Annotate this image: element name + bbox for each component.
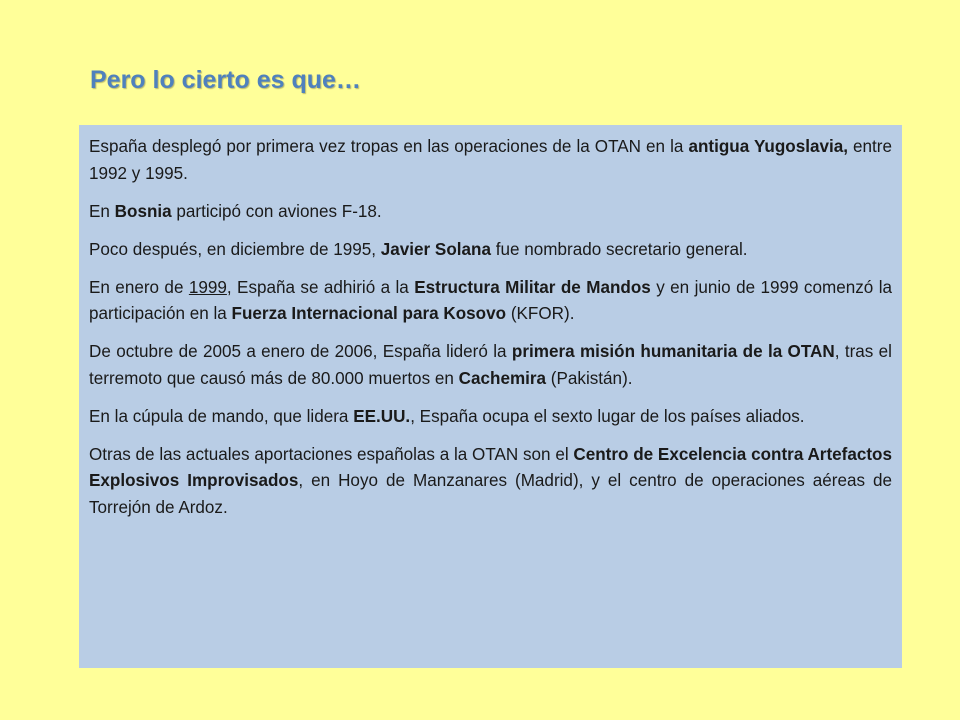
slide-title: Pero lo cierto es que…: [90, 66, 361, 94]
paragraph-cachemira: [89, 339, 892, 392]
text-span: entre 1992 y 1995.: [89, 137, 892, 183]
paragraph-yugoslavia: [89, 134, 892, 187]
text-span: (KFOR).: [506, 304, 575, 323]
text-span: Poco después, en diciembre de 1995,: [89, 239, 381, 259]
text-span: De octubre de 2005 a enero de 2006, España lideró la: [89, 342, 512, 361]
paragraph-cupula: [89, 404, 892, 431]
bold-text: Estructura Militar de Mandos: [414, 277, 651, 297]
text-span: participó con aviones F-18.: [171, 201, 382, 221]
bold-text: primera misión humanitaria de la OTAN: [511, 342, 835, 361]
text-span: En la cúpula de mando, que lidera: [89, 406, 354, 426]
text-span: En enero de: [89, 277, 189, 297]
bold-text: antigua Yugoslavia,: [688, 137, 848, 156]
text-span: Otras de las actuales aportaciones españolas a la OTAN son el: [89, 444, 574, 464]
paragraph-aportaciones: [89, 442, 892, 522]
text-span: , en Hoyo de Manzanares (Madrid), y el centro de operaciones aéreas de Torrejón de Ardoz.: [89, 471, 892, 517]
text-span: En: [89, 201, 115, 221]
bold-text: Javier Solana: [380, 239, 491, 259]
bold-text: EE.UU.: [353, 406, 411, 426]
bold-text: Centro de Excelencia contra Artefactos Explosivos Improvisados: [89, 444, 892, 490]
text-span: , España se adhirió a la: [226, 277, 415, 297]
paragraph-bosnia: [89, 199, 892, 226]
bold-text: Fuerza Internacional para Kosovo: [231, 304, 507, 323]
bold-text: Bosnia: [114, 201, 172, 221]
text-span: fue nombrado secretario general.: [490, 239, 748, 259]
text-span: y en junio de 1999 comenzó la participación en la: [89, 277, 893, 323]
paragraph-1999: [89, 275, 892, 328]
content-box: [79, 125, 902, 668]
text-span: España desplegó por primera vez tropas en las operaciones de la OTAN en la: [89, 137, 689, 156]
text-span: , España ocupa el sexto lugar de los países aliados.: [410, 406, 805, 426]
underlined-year: 1999: [188, 277, 227, 297]
text-span: (Pakistán).: [546, 368, 633, 388]
bold-text: Cachemira: [458, 368, 547, 388]
text-span: , tras el terremoto que causó más de 80.000 muertos en: [89, 342, 892, 388]
paragraph-solana: [89, 237, 892, 264]
